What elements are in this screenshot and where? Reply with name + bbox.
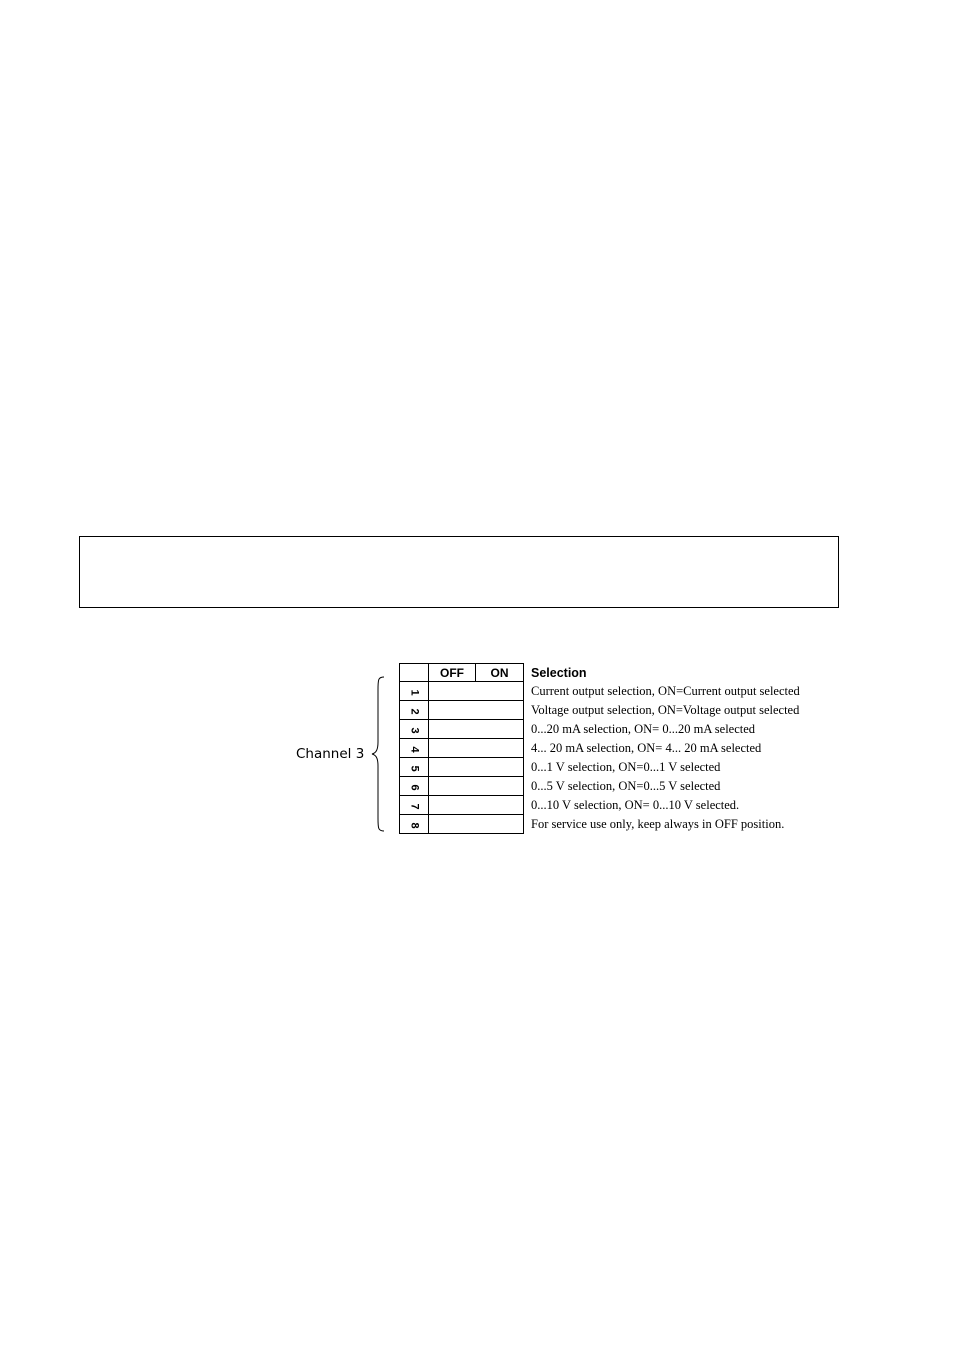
table-row bbox=[400, 796, 524, 815]
table-row bbox=[400, 720, 524, 739]
channel-label: Channel 3 bbox=[296, 746, 365, 762]
table-row bbox=[400, 777, 524, 796]
switch-number: 8 bbox=[400, 815, 429, 834]
selection-description: Voltage output selection, ON=Voltage output selected bbox=[531, 703, 800, 717]
switch-state-cell bbox=[429, 758, 524, 777]
switch-state-cell bbox=[429, 777, 524, 796]
table-row bbox=[400, 701, 524, 720]
selection-description: 0...20 mA selection, ON= 0...20 mA selected bbox=[531, 722, 756, 736]
selection-header: Selection bbox=[531, 666, 587, 680]
selection-column bbox=[531, 663, 800, 834]
switch-number: 3 bbox=[400, 720, 429, 739]
switch-number: 2 bbox=[400, 701, 429, 720]
selection-description: For service use only, keep always in OFF position. bbox=[531, 817, 785, 831]
header-corner-cell bbox=[400, 664, 429, 682]
table-row bbox=[400, 739, 524, 758]
switch-number: 6 bbox=[400, 777, 429, 796]
table-row bbox=[400, 682, 524, 701]
selection-description: 0...5 V selection, ON=0...5 V selected bbox=[531, 779, 721, 793]
switch-number: 1 bbox=[400, 682, 429, 701]
switch-state-cell bbox=[429, 720, 524, 739]
selection-description: 0...1 V selection, ON=0...1 V selected bbox=[531, 760, 721, 774]
selection-description: Current output selection, ON=Current output selected bbox=[531, 684, 800, 698]
switch-state-cell bbox=[429, 796, 524, 815]
switch-state-cell bbox=[429, 682, 524, 701]
table-header-row bbox=[400, 664, 524, 682]
note-box bbox=[79, 536, 839, 608]
switch-number: 5 bbox=[400, 758, 429, 777]
table-row bbox=[400, 815, 524, 834]
selection-description: 4... 20 mA selection, ON= 4... 20 mA selected bbox=[531, 741, 762, 755]
switch-number: 7 bbox=[400, 796, 429, 815]
table-row bbox=[400, 758, 524, 777]
switch-state-cell bbox=[429, 815, 524, 834]
switch-number: 4 bbox=[400, 739, 429, 758]
channel-brace bbox=[370, 676, 386, 832]
header-off: OFF bbox=[429, 664, 476, 682]
dip-switch-table bbox=[399, 663, 524, 834]
header-on: ON bbox=[476, 664, 524, 682]
switch-state-cell bbox=[429, 739, 524, 758]
selection-description: 0...10 V selection, ON= 0...10 V selected. bbox=[531, 798, 740, 812]
switch-state-cell bbox=[429, 701, 524, 720]
